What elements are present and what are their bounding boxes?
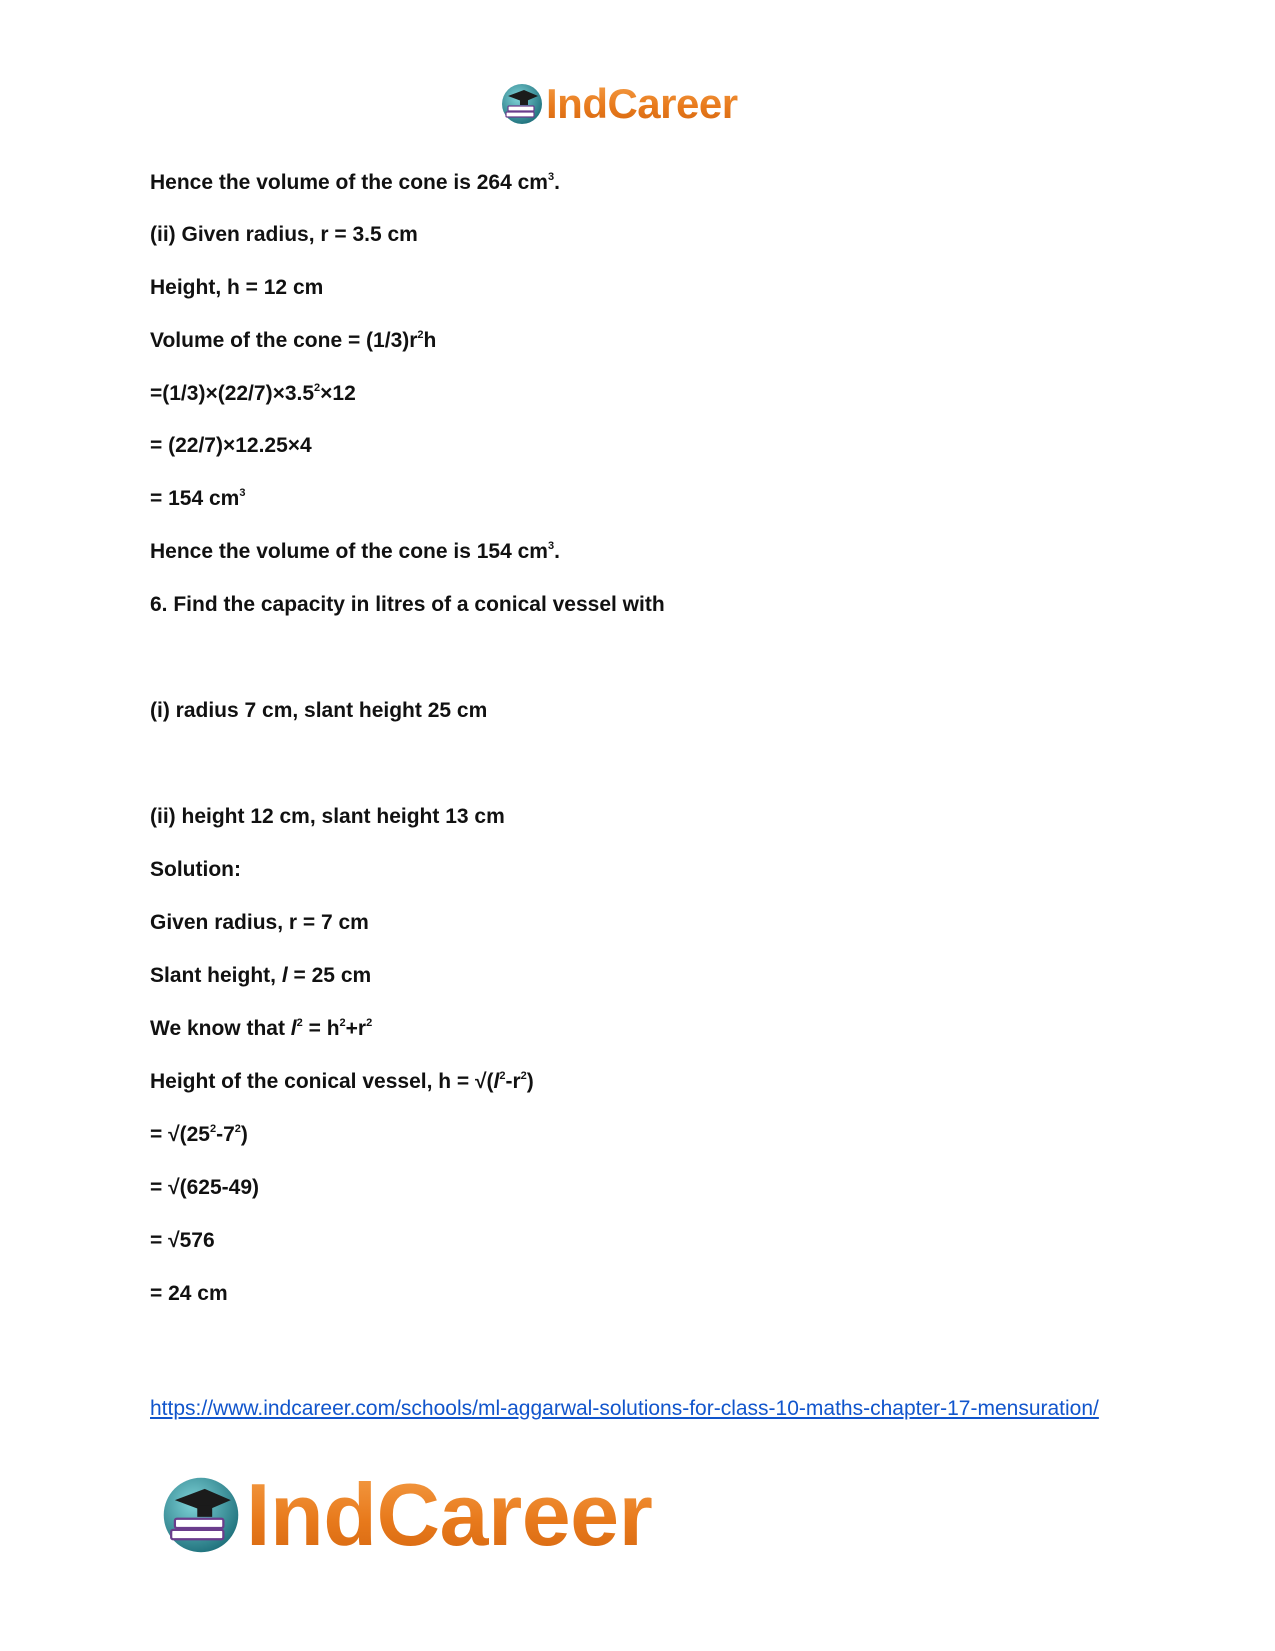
logo-wordmark: IndCareer: [546, 80, 738, 127]
text-line: Volume of the cone = $(1/3)r^2h$: [150, 329, 437, 352]
question-part: (i) radius 7 cm, slant height 25 cm: [150, 699, 488, 722]
logo-wordmark: IndCareer: [246, 1465, 653, 1564]
text-line: = (22/7)×12.25×4: [150, 434, 312, 457]
text-line: We know that $l^2 = h^2+r^2$: [150, 1017, 373, 1040]
text-line: Hence the volume of the cone is 264 $cm^3$.: [150, 171, 560, 194]
graduation-book-icon: [160, 1474, 242, 1556]
text-line: Given radius, r = 7 cm: [150, 911, 369, 934]
text-line: = √(625-49): [150, 1176, 259, 1199]
text-line: $=(1/3)\times(22/7)\times 3.5^2\times 12$: [150, 382, 356, 405]
text-line: = 154 $cm^3$: [150, 487, 246, 510]
text-line: = 24 cm: [150, 1282, 228, 1305]
text-line: = $√(25^2-7^2)$: [150, 1123, 248, 1146]
question-part: (ii) height 12 cm, slant height 13 cm: [150, 805, 505, 828]
text-line: = √576: [150, 1229, 215, 1252]
text-line: Height of the conical vessel, $h = √(l^2-r^2)$: [150, 1070, 534, 1093]
solution-heading: Solution:: [150, 858, 241, 881]
text-line: (ii) Given radius, r = 3.5 cm: [150, 223, 418, 246]
graduation-book-icon: [500, 82, 544, 126]
footer-logo: [160, 1465, 652, 1565]
source-link[interactable]: https://www.indcareer.com/schools/ml-aggarwal-solutions-for-class-10-maths-chapter-17-mensuration/: [150, 1397, 1099, 1420]
question-heading: 6. Find the capacity in litres of a conical vessel with: [150, 593, 665, 616]
text-line: Hence the volume of the cone is 154 $cm^3$.: [150, 540, 560, 563]
header-logo: [500, 78, 738, 130]
text-line: Slant height, l = 25 cm: [150, 964, 372, 987]
text-line: Height, h = 12 cm: [150, 276, 324, 299]
